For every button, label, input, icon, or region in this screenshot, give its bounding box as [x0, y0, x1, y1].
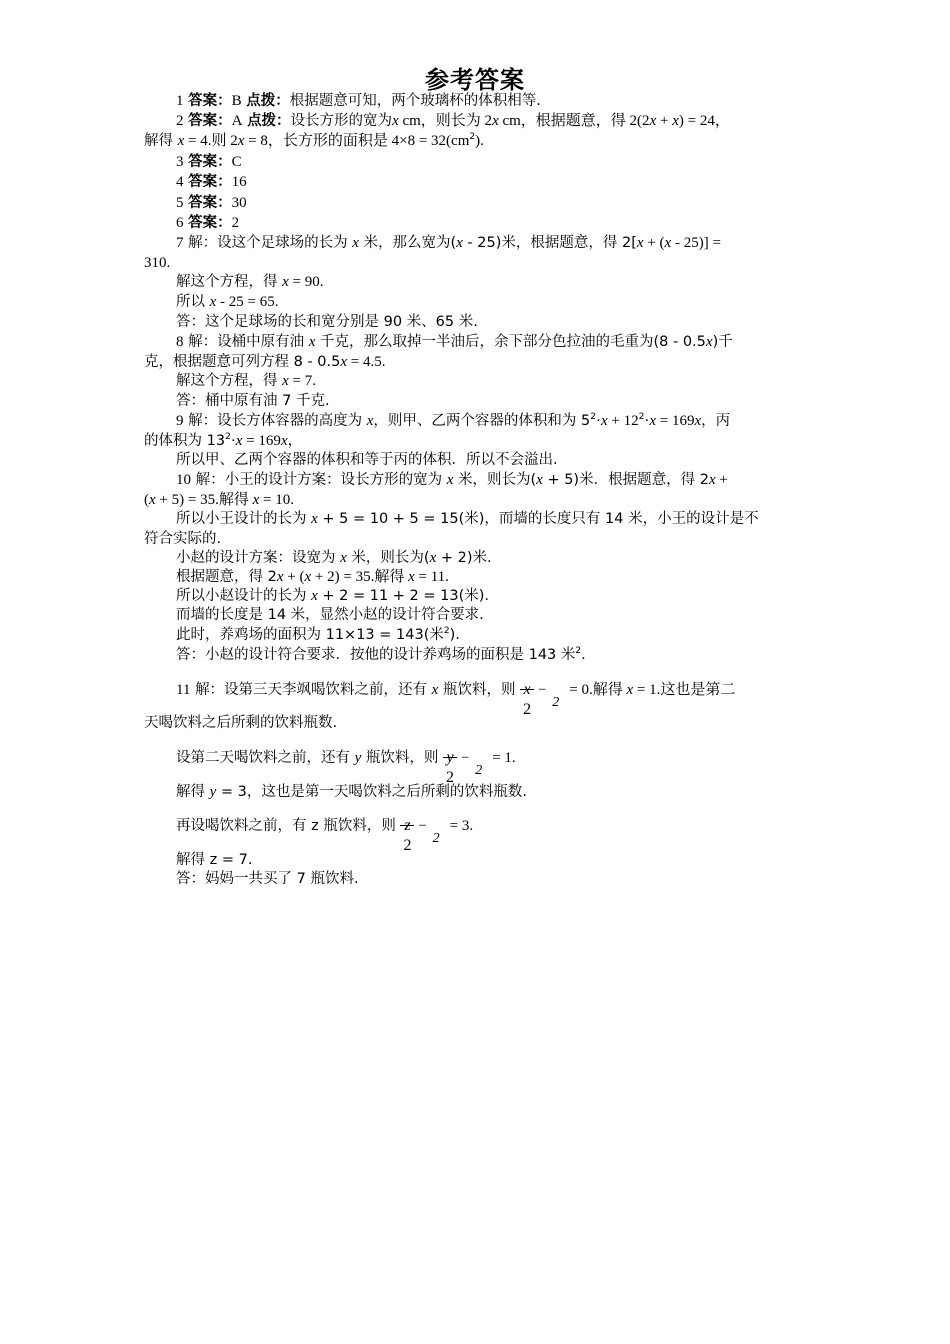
solution-8: 8 解：设桶中原有油 x 千克，那么取掉一半油后，余下部分色拉油的毛重为(8 - 0.5x)千: [176, 334, 733, 350]
answer-2-cont: 解得 x = 4.则 2x = 8，长方形的面积是 $4\times 8 = 32(cm^2)$.: [144, 132, 484, 149]
answer-6: 6 答案：2: [176, 215, 240, 231]
solution-7: 7 解：设这个足球场的长为 x 米，那么宽为(x - 25)米，根据题意，得 2[x + (x - 25)] =: [176, 235, 721, 251]
solution-9: 9 解：设长方体容器的高度为 x，则甲、乙两个容器的体积和为 $5^2\cdot x + 12^2\cdot x = 169x$，丙: [176, 412, 731, 429]
hint-label: 点拨：: [246, 93, 290, 109]
fraction-z-over-2: z 2: [400, 806, 414, 846]
answer-1: 1 答案：B 点拨：根据题意可知，两个玻璃杯的体积相等.: [176, 93, 541, 109]
answer-2: 2 答案：A 点拨：设长方形的宽为x cm，则长为 2x cm，根据题意，得 2(2x + x) = 24，: [176, 113, 730, 129]
fraction-x-over-2: x 2: [520, 670, 534, 710]
solution-11: 11 解：设第三天李飒喝饮料之前，还有 x 瓶饮料，则 x 2 −2= 0.解得 x = 1.这也是第二: [176, 670, 735, 711]
fraction-y-over-2: y 2: [443, 738, 457, 778]
solution-10: 10 解：小王的设计方案：设长方形的宽为 x 米，则长为(x + 5)米．根据题意，得 2x +: [176, 472, 728, 488]
answer-label: 答案：: [188, 93, 232, 109]
page-title: 参考答案: [425, 66, 525, 94]
answer-4: 4 答案：16: [176, 174, 247, 190]
answer-3: 3 答案：C: [176, 154, 242, 170]
answer-5: 5 答案：30: [176, 195, 247, 211]
